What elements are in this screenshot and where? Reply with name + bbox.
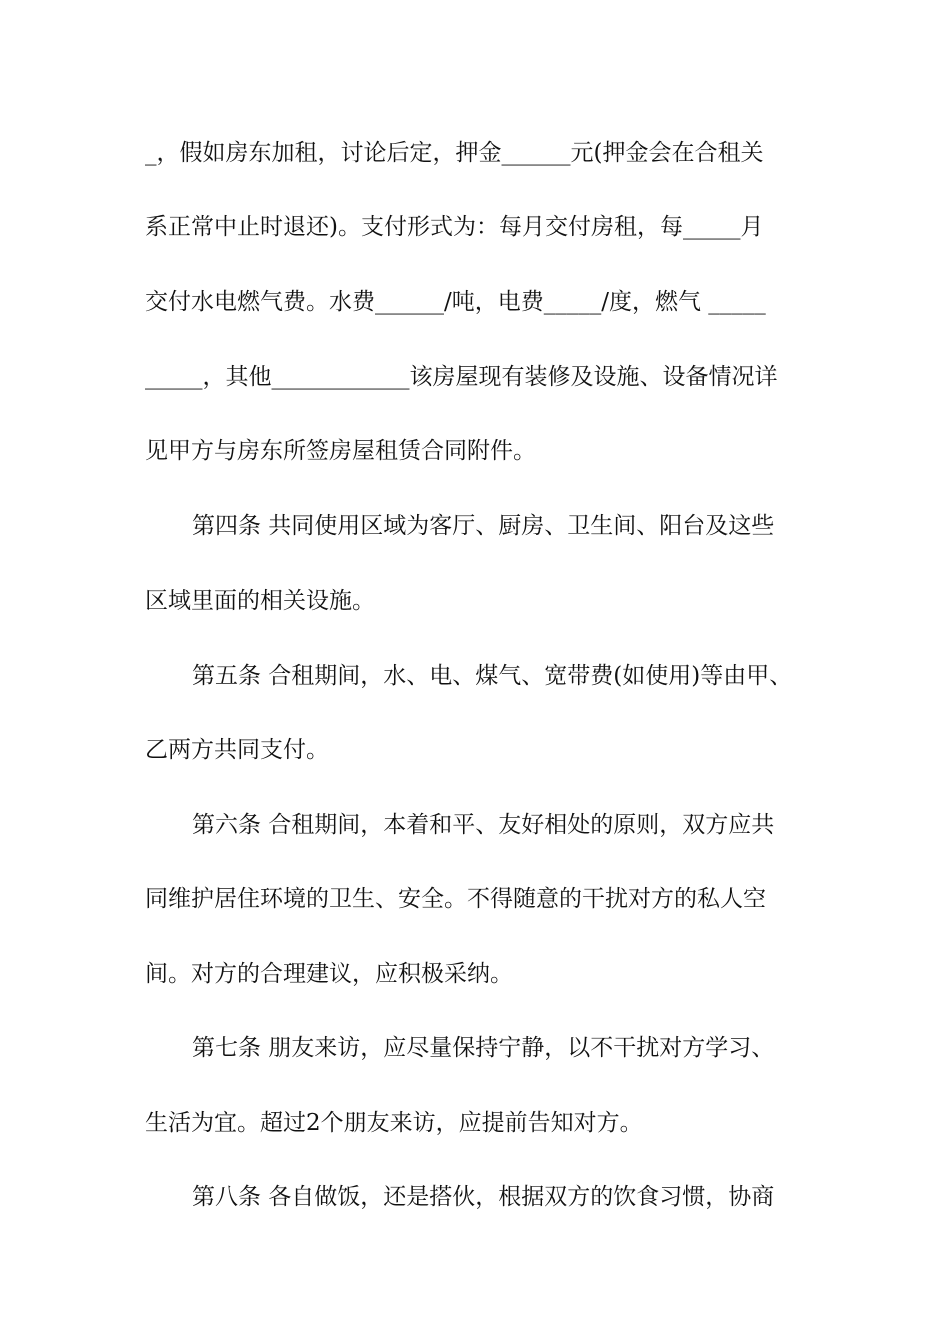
text-line: 区域里面的相关设施。: [145, 588, 375, 614]
article-4-heading-line: 第四条 共同使用区域为客厅、厨房、卫生间、阳台及这些: [192, 513, 775, 539]
text-line: 间。对方的合理建议，应积极采纳。: [145, 961, 513, 987]
article-6-heading-line: 第六条 合租期间，本着和平、友好相处的原则，双方应共: [192, 812, 775, 838]
text-line: 乙两方共同支付。: [145, 737, 329, 763]
text-line: 同维护居住环境的卫生、安全。不得随意的干扰对方的私人空: [145, 886, 766, 912]
article-7-heading-line: 第七条 朋友来访，应尽量保持宁静，以不干扰对方学习、: [192, 1035, 775, 1061]
text-line: 交付水电燃气费。水费______/吨，电费_____/度，燃气 _____: [145, 289, 766, 315]
article-8-heading-line: 第八条 各自做饭，还是搭伙，根据双方的饮食习惯，协商: [192, 1184, 775, 1210]
text-line: 系正常中止时退还)。支付形式为：每月交付房租，每_____月: [145, 214, 764, 240]
text-line: _____，其他____________该房屋现有装修及设施、设备情况详: [145, 364, 778, 390]
article-5-heading-line: 第五条 合租期间，水、电、煤气、宽带费(如使用)等由甲、: [192, 663, 793, 689]
text-line: 见甲方与房东所签房屋租赁合同附件。: [145, 438, 536, 464]
text-line: 生活为宜。超过2个朋友来访，应提前告知对方。: [145, 1110, 643, 1136]
text-line: _，假如房东加租，讨论后定，押金______元(押金会在合租关: [145, 140, 764, 166]
